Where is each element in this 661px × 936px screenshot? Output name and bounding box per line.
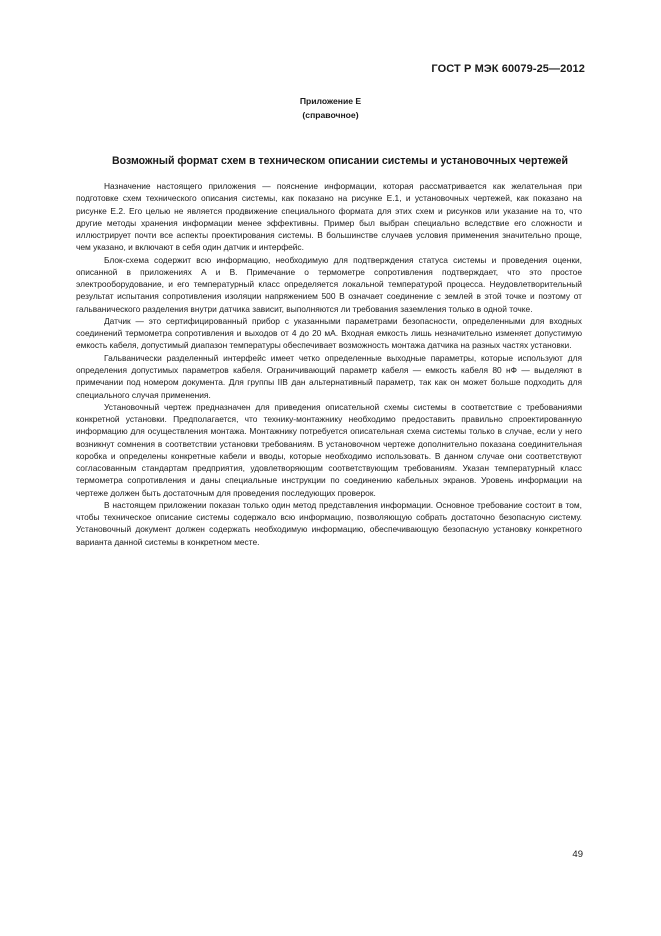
- paragraph: Установочный чертеж предназначен для приведения описательной схемы системы в соответствие с требованиями конкретной установки. Предполагается, что технику-монтажнику необходимо предоставить правильно спроектированную информацию для осуществления монтажа. Монтажнику потребуется описательная схема системы только в случае, если у него возникнут сомнения в соответствии установки требованиям. В установочном чертеже дополнительно показана соединительная коробка и определены конкретные кабели и вводы, которые необходимо использовать. В данном случае они соответствуют согласованным стандартам предприятия, удовлетворяющим соответствующим требованиям. Указан температурный класс термометра сопротивления и даны специальные инструкции по соединению кабельных экранов. Уровень информации на чертеже должен быть достаточным для проведения последующих проверок.: [76, 401, 582, 498]
- page-number: 49: [572, 849, 583, 860]
- annex-note: (справочное): [302, 110, 359, 120]
- paragraph: Блок-схема содержит всю информацию, необходимую для подтверждения статуса системы и проведения оценки, описанной в приложениях А и В. Примечание о термометре сопротивления подтверждает, что это простое электрооборудование, и его температурный класс определяется локальной температурой процесса. Неудовлетворительный результат испытания сопротивления изоляции напряжением 500 В означает соединение с землей в этой точке и поэтому от гальванического разделения внутри датчика зависит, выполняются ли требования заземления только в одной точке.: [76, 254, 582, 314]
- annex-heading: [0, 94, 661, 122]
- paragraph: Назначение настоящего приложения — пояснение информации, которая рассматривается как желательная при подготовке схем технического описания системы, как показано на рисунке Е.1, и установочных чертежей, как показано на рисунке Е.2. Его целью не является продвижение специального формата для этих схем и рисунков или указание на то, что другие методы хранения информации менее эффективны. Пример был выбран специально вследствие его сложности и иллюстрирует почти все аспекты проектирования системы. В большинстве случаев условия применения значительно проще, чем указано, и включают в себя один датчик и интерфейс.: [76, 181, 582, 253]
- standard-code-header: ГОСТ Р МЭК 60079-25—2012: [431, 63, 585, 75]
- section-title: Возможный формат схем в техническом описании системы и установочных чертежей: [111, 155, 568, 167]
- annex-title: Приложение Е: [299, 96, 362, 106]
- body-text: [76, 180, 582, 548]
- paragraph: Датчик — это сертифицированный прибор с указанными параметрами безопасности, определенными для входных соединений термометра сопротивления и выходов от 4 до 20 мА. Входная емкость лишь незначительно изменяет допустимую емкость кабеля, допустимый диапазон температуры обеспечивает возможность монтажа датчика на разных частях установки.: [76, 315, 582, 351]
- paragraph: Гальванически разделенный интерфейс имеет четко определенные выходные параметры, которые используют для определения допустимых параметров кабеля. Ограничивающий параметр кабеля — емкость кабеля 80 нФ — выделяют в примечании под номером документа. Для группы IIB дан альтернативный параметр, так как он может больше подходить для специального случая применения.: [76, 352, 582, 400]
- paragraph: В настоящем приложении показан только один метод представления информации. Основное требование состоит в том, чтобы техническое описание системы содержало всю информацию, позволяющую собрать достаточно безопасную систему. Установочный документ должен содержать необходимую информацию, обеспечивающую безопасную установку конкретного варианта данной системы в конкретном месте.: [76, 499, 582, 547]
